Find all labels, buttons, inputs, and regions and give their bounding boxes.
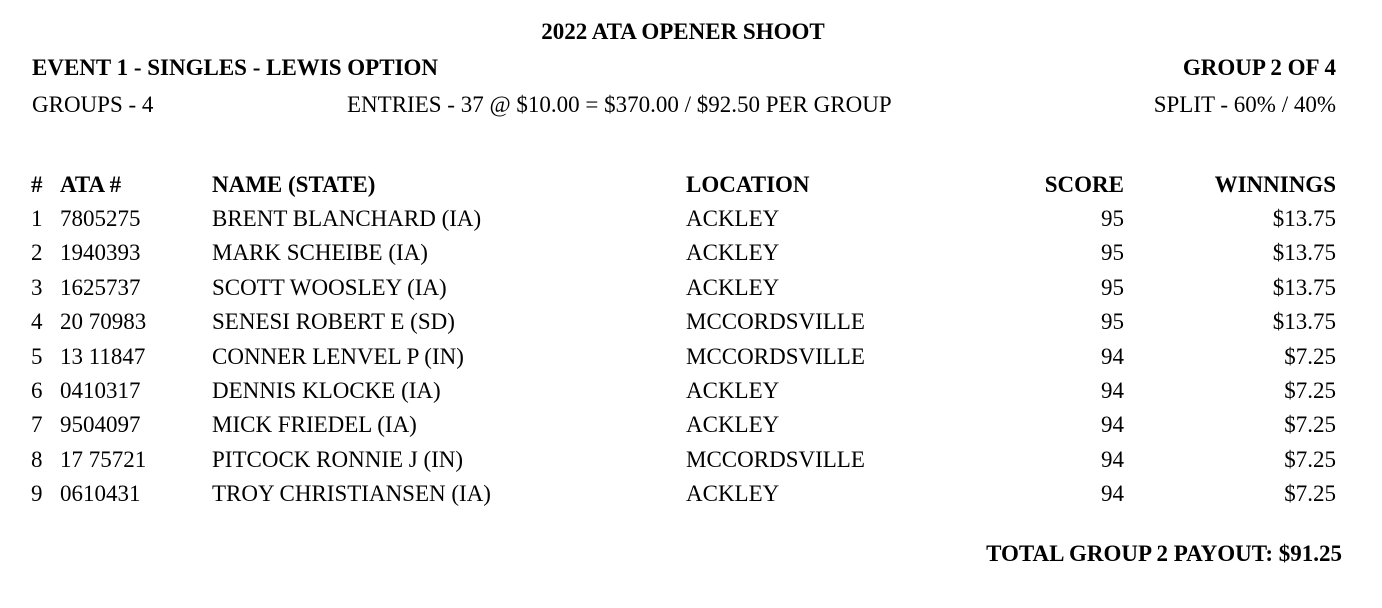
row-score: 94 xyxy=(1101,343,1124,369)
header-location: LOCATION xyxy=(686,172,810,197)
row-location: ACKLEY xyxy=(686,378,780,403)
header-name: NAME (STATE) xyxy=(212,172,376,197)
table-row xyxy=(0,412,1382,446)
table-row xyxy=(0,378,1382,412)
header-ata: ATA # xyxy=(60,172,122,197)
row-score: 95 xyxy=(1101,240,1124,266)
row-name: PITCOCK RONNIE J (IN) xyxy=(212,446,464,472)
row-ata-number: 9504097 xyxy=(60,412,141,438)
row-score: 94 xyxy=(1101,481,1124,507)
row-score: 94 xyxy=(1101,446,1124,472)
header-score: SCORE xyxy=(1044,172,1124,197)
row-num: 5 xyxy=(31,343,43,369)
row-winnings: $13.75 xyxy=(1272,274,1336,300)
row-ata-number: 1625737 xyxy=(60,274,141,300)
row-location: ACKLEY xyxy=(686,481,780,507)
row-score: 94 xyxy=(1101,412,1124,438)
row-num: 4 xyxy=(31,309,43,335)
row-name: MARK SCHEIBE (IA) xyxy=(212,240,428,266)
groups-count: GROUPS - 4 xyxy=(32,92,154,117)
row-score: 95 xyxy=(1101,309,1124,335)
row-location: MCCORDSVILLE xyxy=(686,446,865,472)
row-score: 95 xyxy=(1101,274,1124,300)
row-ata-number: 0410317 xyxy=(60,378,141,403)
row-score: 94 xyxy=(1101,378,1124,403)
table-row xyxy=(0,240,1382,274)
row-ata-number: 20 70983 xyxy=(60,309,147,335)
row-location: ACKLEY xyxy=(686,240,780,266)
row-name: TROY CHRISTIANSEN (IA) xyxy=(212,481,491,507)
total-payout: TOTAL GROUP 2 PAYOUT: $91.25 xyxy=(986,541,1342,566)
table-row xyxy=(0,309,1382,343)
table-row xyxy=(0,447,1382,481)
row-ata-number: 17 75721 xyxy=(60,446,147,472)
row-score: 95 xyxy=(1101,206,1124,231)
row-name: CONNER LENVEL P (IN) xyxy=(212,343,464,369)
row-winnings: $7.25 xyxy=(1284,378,1336,403)
row-winnings: $7.25 xyxy=(1284,446,1336,472)
row-name: DENNIS KLOCKE (IA) xyxy=(212,378,441,403)
row-num: 6 xyxy=(31,378,43,403)
header-num: # xyxy=(31,172,43,197)
row-name: BRENT BLANCHARD (IA) xyxy=(212,206,482,231)
row-winnings: $13.75 xyxy=(1272,309,1336,335)
row-num: 2 xyxy=(31,240,43,266)
group-indicator: GROUP 2 OF 4 xyxy=(1182,55,1336,80)
row-winnings: $7.25 xyxy=(1284,481,1336,507)
row-ata-number: 13 11847 xyxy=(60,343,146,369)
row-name: MICK FRIEDEL (IA) xyxy=(212,412,417,438)
table-header xyxy=(0,172,1382,206)
row-num: 7 xyxy=(31,412,43,438)
page-title: 2022 ATA OPENER SHOOT xyxy=(541,19,825,44)
row-location: MCCORDSVILLE xyxy=(686,309,865,335)
row-num: 8 xyxy=(31,446,43,472)
row-name: SCOTT WOOSLEY (IA) xyxy=(212,274,447,300)
row-num: 9 xyxy=(31,481,43,507)
payout-split: SPLIT - 60% / 40% xyxy=(1153,92,1336,117)
table-row xyxy=(0,275,1382,309)
event-title: EVENT 1 - SINGLES - LEWIS OPTION xyxy=(32,55,439,80)
row-ata-number: 0610431 xyxy=(60,481,141,507)
table-row xyxy=(0,344,1382,378)
row-name: SENESI ROBERT E (SD) xyxy=(212,309,455,335)
row-winnings: $7.25 xyxy=(1284,343,1336,369)
entries-summary: ENTRIES - 37 @ $10.00 = $370.00 / $92.50 PER GROUP xyxy=(347,92,892,117)
row-ata-number: 7805275 xyxy=(60,206,141,231)
row-location: MCCORDSVILLE xyxy=(686,343,865,369)
table-row xyxy=(0,481,1382,515)
row-num: 3 xyxy=(31,274,43,300)
row-location: ACKLEY xyxy=(686,274,780,300)
row-winnings: $7.25 xyxy=(1284,412,1336,438)
row-num: 1 xyxy=(31,206,43,231)
row-winnings: $13.75 xyxy=(1272,206,1336,231)
row-winnings: $13.75 xyxy=(1272,240,1336,266)
header-winnings: WINNINGS xyxy=(1214,172,1336,197)
row-ata-number: 1940393 xyxy=(60,240,141,266)
row-location: ACKLEY xyxy=(686,206,780,231)
table-row xyxy=(0,206,1382,240)
row-location: ACKLEY xyxy=(686,412,780,438)
